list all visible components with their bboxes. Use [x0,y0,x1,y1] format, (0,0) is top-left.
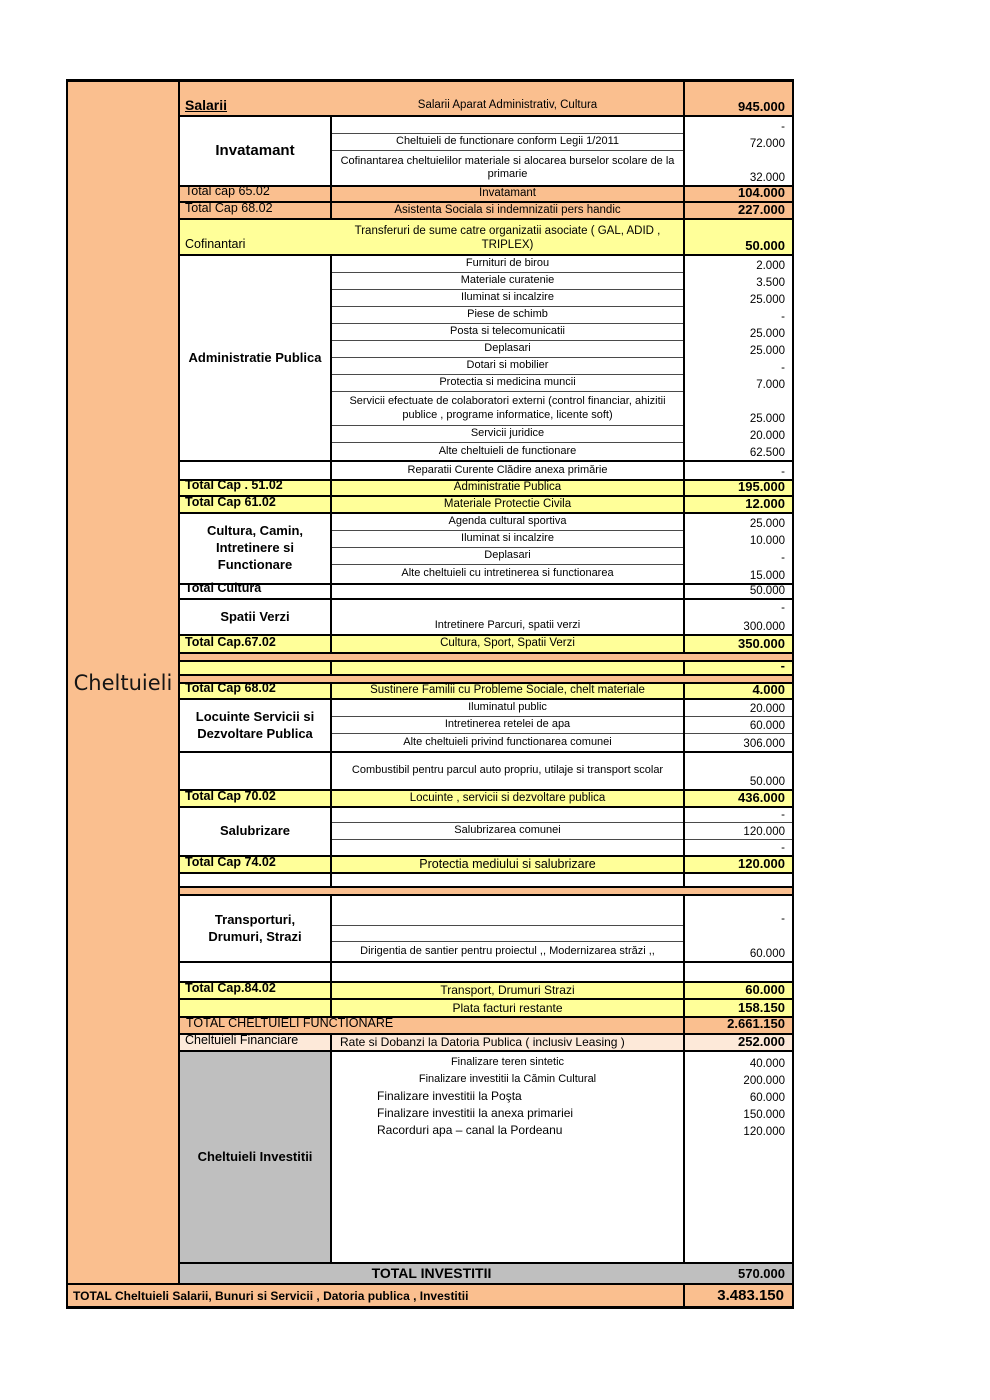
cheltuieli-financiare [180,1033,792,1050]
investment-item: Finalizare teren sintetic [450,1056,565,1069]
table-row-value: - [781,362,785,374]
cofinantari-category-label: Cofinantari [185,237,246,252]
investment-value: 60.000 [749,1092,785,1104]
investment-item: Finalizare investitii la Cămin Cultural [418,1073,597,1086]
cheltuieli-investitii-category-line: Cheltuieli Investitii [197,1148,313,1164]
table-row-desc: Dirigentia de santier pentru proiectul ,, Modernizarea străzi ,, [360,944,655,957]
total-cap-51-02-value [683,481,792,495]
transporturi-category [180,896,330,961]
cheltuieli-financiare-value-text: 252.000 [738,1034,785,1049]
table-row-value: 20.000 [685,700,792,717]
table-row-value: 2.000 [756,260,785,272]
salubrizare [180,806,792,855]
total-cap-51-02-category-label: Total Cap . 51.02 [185,478,283,493]
cofinantari [180,218,792,254]
table-row-value: 15.000 [749,570,785,582]
salubrizare-rows [330,808,683,855]
transporturi [180,894,792,961]
total-cap-61-02-category [180,497,330,512]
table-row-desc: Servicii efectuate de colaboratori externi (control financiar, ahizitii publice , programe informatice, licente soft) [332,392,683,426]
empty-yellow-row-description [330,662,683,674]
table-row-desc [332,808,683,823]
invatamant-category-line: Invatamant [215,142,295,160]
table-row-value: 300.000 [743,621,785,633]
table-row-value: - [781,311,785,323]
cheltuieli-investitii-values [683,1052,792,1262]
spatii-verzi [180,598,792,634]
administratie-publica-values [683,256,792,460]
table-row-value: 3.500 [756,277,785,289]
table-row-desc [332,600,683,615]
transporturi-values [683,896,792,961]
locuinte-servicii-category-line: Dezvoltare Publica [197,725,313,741]
cheltuieli-financiare-category [180,1035,330,1050]
total-cap-65-02-value-text: 104.000 [738,185,785,200]
table-row-value: 25.000 [749,413,785,425]
total-cap-67-02-description: Cultura, Sport, Spatii Verzi [330,636,683,652]
total-cap-65-02-category-label: Total cap 65.02 [185,184,270,199]
table-row-desc: Iluminat si incalzire [332,531,683,548]
table-row-desc: Alte cheltuieli privind functionarea comunei [403,735,612,748]
plata-facturi-value-text: 158.150 [738,1000,785,1015]
combustibil-values [683,753,792,789]
total-cap-74-02-description: Protectia mediului si salubrizare [330,857,683,872]
plata-facturi-category [180,1000,330,1016]
table-row-desc: Reparatii Curente Clădire anexa primărie [407,463,608,476]
table-row-value [685,926,792,942]
empty-yellow-row [180,660,792,674]
grand-total-row [68,1283,792,1306]
cheltuieli-investitii-items [330,1052,683,1262]
table-row-value: 25.000 [749,294,785,306]
salarii-description: Salarii Aparat Administrativ, Cultura [417,99,598,112]
locuinte-servicii-category-line: Locuinte Servicii si [195,708,315,724]
invatamant [180,115,792,185]
total-cap-67-02-category-label: Total Cap.67.02 [185,635,276,650]
cheltuieli-financiare-category-label: Cheltuieli Financiare [185,1033,299,1048]
table-row-value: 62.500 [749,447,785,459]
total-cap-70-02-category-label: Total Cap 70.02 [185,789,276,804]
table-row-value: 32.000 [749,172,785,184]
reparatii-curente-values [683,462,792,479]
total-cap-61-02 [180,495,792,512]
table-row-desc: Salubrizarea comunei [332,823,683,840]
total-cap-61-02-value [683,497,792,512]
table-row-value: 25.000 [749,328,785,340]
locuinte-servicii [180,698,792,751]
salubrizare-category-line: Salubrizare [219,823,291,839]
table-row-value: 120.000 [685,823,792,840]
total-cap-68-02-b-value [683,684,792,698]
cofinantari-category [180,220,330,254]
table-row-desc: Agenda cultural sportiva [332,514,683,531]
total-cap-84-02-category [180,983,330,998]
total-cap-65-02-value [683,187,792,201]
total-cap-74-02 [180,855,792,872]
cultura-camin-category-line: Intretinere si [215,540,295,556]
salarii-category-label: Salarii [185,96,228,113]
budget-table-body [68,82,792,1283]
total-cap-67-02-category [180,636,330,652]
transporturi-category-line: Drumuri, Strazi [208,928,302,944]
combustibil [180,751,792,789]
total-cap-84-02-category-label: Total Cap.84.02 [185,981,276,996]
empty-white-row-2 [180,961,792,981]
locuinte-servicii-rows [330,700,683,751]
total-cap-65-02-category [180,184,330,201]
table-row-desc: Deplasari [332,548,683,565]
cofinantari-description: Transferuri de sume catre organizatii asociate ( GAL, ADID , TRIPLEX) [354,225,661,251]
table-row-desc: Cofinantarea cheltuielilor materiale si alocarea burselor scolare de la primarie [340,154,675,180]
table-row-desc: Deplasari [332,341,683,358]
separator-strip-1 [180,652,792,660]
investment-value: 150.000 [743,1109,785,1121]
total-cultura [180,583,792,598]
total-cap-61-02-value-text: 12.000 [745,496,785,511]
table-row-desc: Furnituri de birou [332,256,683,273]
total-cap-61-02-description: Materiale Protectie Civila [330,497,683,512]
salubrizare-category [180,808,330,855]
table-row-desc: Combustibil pentru parcul auto propriu, utilaje si transport scolar [351,764,664,777]
total-cheltuieli-functionare [180,1016,792,1033]
total-cap-51-02 [180,479,792,495]
table-row-desc [332,117,683,134]
total-cap-84-02-value [683,983,792,998]
total-cap-68-02-a-description: Asistenta Sociala si indemnizatii pers handic [330,203,683,218]
administratie-publica-category [180,256,330,460]
total-investitii-value: 570.000 [738,1266,785,1281]
reparatii-curente [180,460,792,479]
total-investitii-label: TOTAL INVESTITII [371,1264,492,1281]
table-row-desc [332,896,683,926]
total-cap-67-02-value [683,636,792,652]
total-cap-65-02-description: Invatamant [330,187,683,201]
table-row-value: 10.000 [749,535,785,547]
total-cap-74-02-value [683,857,792,872]
reparatii-curente-category [180,462,330,479]
cultura-camin-rows [330,514,683,583]
table-row-value: 306.000 [743,738,785,750]
total-cultura-category [180,581,330,598]
total-cap-67-02-value-text: 350.000 [738,636,785,651]
table-row-value: 25.000 [749,518,785,530]
table-row-value: - [781,466,785,478]
grand-total-label: TOTAL Cheltuieli Salarii, Bunuri si Servicii , Datoria publica , Investitii [73,1289,469,1303]
total-cap-68-02-a [180,201,792,218]
segments [180,82,792,1283]
administratie-publica-category-line: Administratie Publica [188,349,322,365]
invatamant-values [683,117,792,185]
total-cap-70-02-category [180,791,330,806]
cheltuieli-label: Cheltuieli [73,670,173,695]
total-cap-84-02-description: Transport, Drumuri Strazi [330,983,683,998]
total-cap-68-02-a-value-text: 227.000 [738,202,785,217]
administratie-publica [180,254,792,460]
total-cap-68-02-b-description: Sustinere Familii cu Probleme Sociale, chelt materiale [330,684,683,698]
table-row-desc: Alte cheltuieli de functionare [438,444,577,457]
total-cultura-category-label: Total Cultura [185,581,262,596]
grand-total-value: 3.483.150 [683,1285,792,1306]
empty-yellow-row-value [683,658,792,674]
total-cap-70-02-value [683,791,792,806]
total-cap-74-02-value-text: 120.000 [738,856,785,871]
total-cap-61-02-category-label: Total Cap 61.02 [185,495,276,510]
table-row-desc: Cheltuieli de functionare conform Legii 1/2011 [332,134,683,151]
budget-table [66,79,794,1309]
cultura-camin-values [683,514,792,583]
empty-white-row-1 [180,872,792,886]
total-cap-67-02 [180,634,792,652]
total-cap-65-02 [180,185,792,201]
cofinantari-value-text: 50.000 [745,238,785,253]
cheltuieli-financiare-description: Rate si Dobanzi la Datoria Publica ( inclusiv Leasing ) [330,1035,683,1050]
table-row-desc [332,926,683,942]
combustibil-category [180,753,330,789]
total-cheltuieli-functionare-label: TOTAL CHELTUIELI FUNCTIONARE [186,1016,394,1031]
table-row-desc: Dotari si mobilier [332,358,683,375]
empty-white-row-1-description [330,874,683,886]
total-cap-68-02-b [180,682,792,698]
table-row-value: - [781,552,785,564]
table-row-desc: Iluminat si incalzire [332,290,683,307]
reparatii-curente-rows [330,462,683,479]
investment-value: 200.000 [743,1075,785,1087]
table-row-desc: Alte cheltuieli cu intretinerea si functionarea [401,567,614,580]
total-cap-84-02-value-text: 60.000 [745,982,785,997]
total-cultura-value-text: 50.000 [749,585,785,597]
total-cap-68-02-a-category [180,203,330,218]
spatii-verzi-rows [330,600,683,634]
table-row-value: 25.000 [749,345,785,357]
cofinantari-value [683,220,792,254]
total-cap-68-02-b-category-label: Total Cap 68.02 [185,681,276,696]
table-row-value: - [781,602,785,614]
salarii [180,82,792,115]
investment-item: Racorduri apa – canal la Pordeanu [377,1122,563,1137]
table-row-desc: Intretinerea retelei de apa [332,717,683,734]
empty-yellow-row-category [180,662,330,674]
total-cap-70-02-description: Locuinte , servicii si dezvoltare publica [330,791,683,806]
total-cap-68-02-b-category [180,681,330,698]
total-investitii [180,1262,792,1283]
table-row-value: - [781,842,785,854]
table-row-value: - [781,913,785,925]
cultura-camin [180,512,792,583]
table-row-desc: Piese de schimb [332,307,683,324]
salarii-value [683,82,792,115]
table-row-value: 7.000 [756,379,785,391]
plata-facturi [180,998,792,1016]
investment-value: 40.000 [749,1058,785,1070]
total-cap-51-02-value-text: 195.000 [738,479,785,494]
administratie-publica-rows [330,256,683,460]
table-row-value: - [781,121,785,133]
total-cap-70-02-value-text: 436.000 [738,790,785,805]
table-row-value: 60.000 [749,948,785,960]
table-row-value: 60.000 [685,717,792,734]
cultura-camin-category-line: Functionare [217,556,293,572]
table-row-desc: Intretinere Parcuri, spatii verzi [434,618,581,631]
investment-item: Finalizare investitii la Poşta [377,1088,522,1103]
table-row-desc: Posta si telecomunicatii [332,324,683,341]
transporturi-rows [330,896,683,961]
total-cap-68-02-a-category-label: Total Cap 68.02 [185,201,273,216]
total-cap-74-02-category-label: Total Cap 74.02 [185,855,276,870]
cheltuieli-financiare-value [683,1035,792,1050]
table-row-desc: Materiale curatenie [332,273,683,290]
combustibil-rows [330,753,683,789]
table-row-desc [332,840,683,855]
spatii-verzi-category-line: Spatii Verzi [220,608,290,624]
locuinte-servicii-values [683,700,792,751]
table-row-value: 50.000 [749,776,785,788]
spatii-verzi-values [683,600,792,634]
empty-white-row-2-value [683,963,792,981]
cheltuieli-column [68,82,180,1283]
empty-yellow-row-value-text: - [780,658,785,673]
total-cap-84-02 [180,981,792,998]
cheltuieli-investitii-category [180,1052,330,1262]
locuinte-servicii-category [180,700,330,751]
plata-facturi-description: Plata facturi restante [330,1000,683,1016]
total-cap-51-02-category [180,478,330,495]
total-cap-74-02-category [180,857,330,872]
empty-white-row-1-value [683,874,792,886]
empty-white-row-2-category [180,963,330,981]
investment-item: Finalizare investitii la anexa primariei [377,1105,574,1120]
table-row-desc: Iluminatul public [332,700,683,717]
table-row-value: - [685,808,792,823]
total-cap-51-02-description: Administratie Publica [330,481,683,495]
invatamant-category [180,117,330,185]
total-cap-70-02 [180,789,792,806]
plata-facturi-value [683,1000,792,1016]
total-cultura-value [683,585,792,598]
separator-strip-3 [180,886,792,894]
salarii-value-text: 945.000 [738,99,785,114]
total-cheltuieli-functionare-value: 2.661.150 [683,1018,792,1033]
table-row-desc: Servicii juridice [332,426,683,443]
salubrizare-values [683,808,792,855]
table-row-value: 72.000 [749,138,785,150]
salarii-category [180,82,330,115]
table-row-desc: Protectia si medicina muncii [332,375,683,392]
cultura-camin-category [180,514,330,583]
total-cap-68-02-a-value [683,203,792,218]
empty-white-row-2-description [330,963,683,981]
spatii-verzi-category [180,600,330,634]
investment-value: 120.000 [743,1126,785,1138]
cheltuieli-investitii [180,1050,792,1262]
table-row-value: 20.000 [749,430,785,442]
cultura-camin-category-line: Cultura, Camin, [206,523,304,539]
total-cultura-description [330,585,683,598]
empty-white-row-1-category [180,874,330,886]
invatamant-rows [330,117,683,185]
total-cap-68-02-b-value-text: 4.000 [752,682,785,697]
transporturi-category-line: Transporturi, [214,911,296,927]
